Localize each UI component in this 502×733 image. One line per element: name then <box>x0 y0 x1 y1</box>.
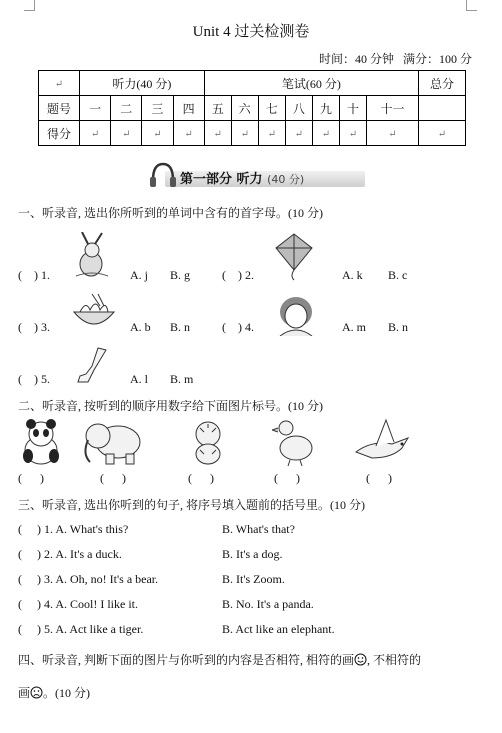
option-a[interactable]: A. b <box>130 320 151 334</box>
option-a[interactable]: A. l <box>130 372 148 386</box>
sad-face-icon <box>30 686 43 699</box>
exam-meta <box>319 50 472 67</box>
question-number: 五 <box>204 96 231 121</box>
sentence-option-a: ) 3. A. Oh, no! It's a bear. <box>37 572 159 586</box>
section-4-heading-cont <box>18 684 90 701</box>
question-number: 六 <box>231 96 258 121</box>
score-cell[interactable]: ↵ <box>204 121 231 146</box>
option-b[interactable]: B. n <box>388 320 409 334</box>
score-label: 得分 <box>39 121 80 146</box>
score-table <box>38 70 466 146</box>
sentence-option-b[interactable]: B. What's that? <box>222 522 295 536</box>
headphones-icon <box>147 160 179 190</box>
section-4-text-a: 四、听录音, 判断下面的图片与你听到的内容是否相符, 相符的画 <box>18 653 355 667</box>
sentence-option-b[interactable]: B. No. It's a panda. <box>222 597 314 611</box>
answer-paren[interactable]: ( ) 4. A. Cool! I like it. <box>18 597 138 611</box>
answer-paren[interactable]: ( ) 2. A. It's a duck. <box>18 547 122 561</box>
question-number-label: 题号 <box>39 96 80 121</box>
question-number: 一 <box>80 96 111 121</box>
smile-face-icon <box>354 653 367 666</box>
question-number: 七 <box>258 96 285 121</box>
sentence-option-a: ) 2. A. It's a duck. <box>37 547 122 561</box>
answer-paren[interactable]: ( ) 3. A. Oh, no! It's a bear. <box>18 572 159 586</box>
total-header: 总分 <box>419 71 466 96</box>
sentence-option-b[interactable]: B. Act like an elephant. <box>222 622 335 636</box>
banner-text <box>180 168 304 187</box>
banner-points: (40 分) <box>267 173 305 186</box>
option-b[interactable]: B. c <box>388 268 408 282</box>
kite-picture <box>270 232 318 282</box>
girl-face-picture <box>274 294 318 336</box>
answer-paren[interactable]: ( ) <box>18 471 44 485</box>
listening-header: 听力(40 分) <box>80 71 205 96</box>
written-header: 笔试(60 分) <box>204 71 418 96</box>
item-number: 5. <box>41 372 50 386</box>
answer-paren[interactable]: ( ) <box>274 471 300 485</box>
option-a[interactable]: A. j <box>130 268 148 282</box>
answer-paren[interactable]: ( ) 5. <box>18 372 50 386</box>
sentence-option-b[interactable]: B. It's Zoom. <box>222 572 285 586</box>
page-corner-right <box>466 0 477 11</box>
full-score: 满分：100 分 <box>402 52 472 66</box>
score-cell[interactable]: ↵ <box>339 121 366 146</box>
answer-paren[interactable]: ( ) 2. <box>222 268 254 282</box>
section-4-text-d: 。(10 分) <box>43 686 91 700</box>
sentence-option-a: ) 5. A. Act like a tiger. <box>37 622 144 636</box>
section-3-heading: 三、听录音, 选出你听到的句子, 将序号填入题前的括号里。(10 分) <box>18 498 365 512</box>
item-number: 2. <box>245 268 254 282</box>
score-cell[interactable]: ↵ <box>258 121 285 146</box>
option-a[interactable]: A. m <box>342 320 366 334</box>
score-cell[interactable]: ↵ <box>312 121 339 146</box>
score-cell[interactable]: ↵ <box>80 121 111 146</box>
question-number: 十 <box>339 96 366 121</box>
score-cell[interactable]: ↵ <box>231 121 258 146</box>
option-b[interactable]: B. n <box>170 320 191 334</box>
answer-paren[interactable]: ( ) 3. <box>18 320 50 334</box>
score-cell[interactable]: ↵ <box>173 121 204 146</box>
score-cell[interactable]: ↵ <box>142 121 173 146</box>
section-4-text-c: 画 <box>18 686 31 700</box>
tiger-picture <box>186 418 230 466</box>
question-number: 四 <box>173 96 204 121</box>
sentence-option-a: ) 4. A. Cool! I like it. <box>37 597 138 611</box>
score-cell[interactable]: ↵ <box>285 121 312 146</box>
question-number: 二 <box>111 96 142 121</box>
banner-title: 第一部分 听力 <box>180 172 263 187</box>
item-number: 4. <box>245 320 254 334</box>
time-limit: 时间：40 分钟 <box>318 52 394 66</box>
section-1-heading: 一、听录音, 选出你所听到的单词中含有的首字母。(10 分) <box>18 206 323 220</box>
answer-paren[interactable]: ( ) 4. <box>222 320 254 334</box>
answer-paren[interactable]: ( ) 1. <box>18 268 50 282</box>
question-number: 九 <box>312 96 339 121</box>
bird-picture <box>352 418 416 464</box>
sentence-option-b[interactable]: B. It's a dog. <box>222 547 283 561</box>
option-b[interactable]: B. m <box>170 372 194 386</box>
section-2-heading: 二、听录音, 按听到的顺序用数字给下面图片标号。(10 分) <box>18 399 323 413</box>
page-title: Unit 4 过关检测卷 <box>192 24 310 40</box>
section-4-heading <box>18 651 421 668</box>
rabbit-picture <box>68 232 118 280</box>
question-number: 十一 <box>366 96 418 121</box>
panda-picture <box>16 418 66 466</box>
total-score-cell[interactable]: ↵ <box>419 121 466 146</box>
total-blank <box>419 96 466 121</box>
answer-paren[interactable]: ( ) 1. A. What's this? <box>18 522 129 536</box>
section-4-text-b: , 不相符的 <box>367 653 422 667</box>
corner-cell: ↵ <box>39 71 80 96</box>
part-one-banner <box>147 160 365 190</box>
item-number: 3. <box>41 320 50 334</box>
question-number: 三 <box>142 96 173 121</box>
score-cell[interactable]: ↵ <box>111 121 142 146</box>
option-b[interactable]: B. g <box>170 268 191 282</box>
sentence-option-a: ) 1. A. What's this? <box>37 522 129 536</box>
elephant-picture <box>80 418 146 466</box>
option-a[interactable]: A. k <box>342 268 363 282</box>
answer-paren[interactable]: ( ) <box>100 471 126 485</box>
question-number: 八 <box>285 96 312 121</box>
noodle-bowl-picture <box>70 292 118 336</box>
answer-paren[interactable]: ( ) <box>366 471 392 485</box>
leg-picture <box>72 346 112 386</box>
answer-paren[interactable]: ( ) 5. A. Act like a tiger. <box>18 622 144 636</box>
duck-picture <box>272 418 318 466</box>
page-corner-left <box>24 0 35 11</box>
answer-paren[interactable]: ( ) <box>188 471 214 485</box>
score-cell[interactable]: ↵ <box>366 121 418 146</box>
item-number: 1. <box>41 268 50 282</box>
